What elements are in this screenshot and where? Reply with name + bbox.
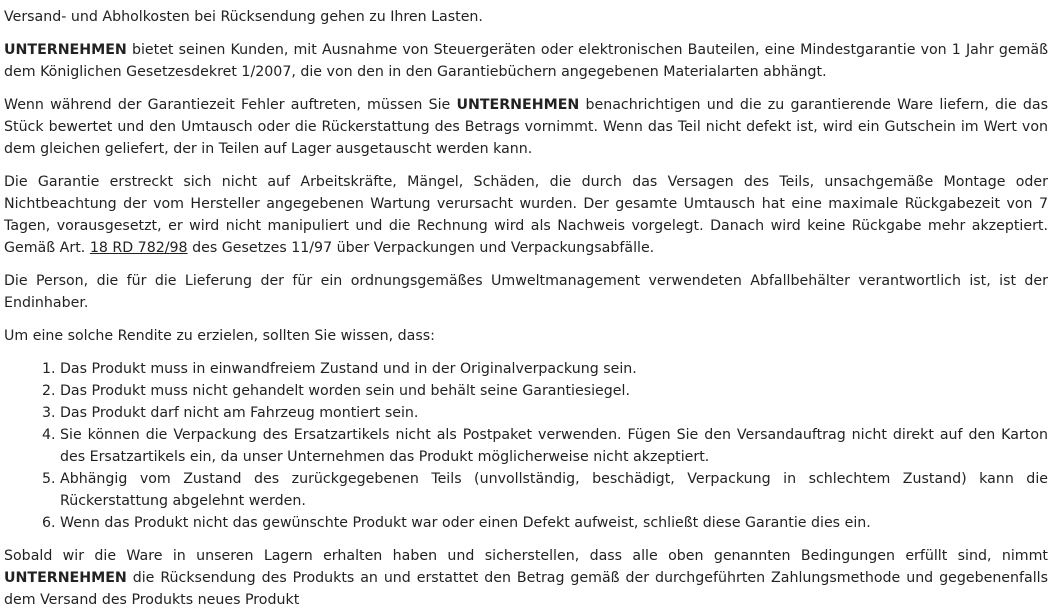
- return-conditions-list: [4, 358, 1048, 534]
- warranty-paragraph: [4, 39, 1048, 83]
- law-reference-link[interactable]: 18 RD 782/98: [89, 240, 188, 256]
- waste-management-paragraph: Die Person, die für die Lieferung der für ein ordnungsgemäßes Umweltmanagement verwendeten Abfallbehälter verantwortlich ist, ist der Endinhaber.: [4, 273, 1048, 311]
- refund-text-after: die Rücksendung des Produkts an und erstattet den Betrag gemäß der durchgeführten Zahlungsmethode und gegebenenfalls dem Versand des Produkts neues Produkt: [4, 570, 1048, 608]
- company-name: UNTERNEHMEN: [4, 570, 127, 586]
- exclusions-text-before: Die Garantie erstreckt sich nicht auf Arbeitskräfte, Mängel, Schäden, die durch das Versagen des Teils, unsachgemäße Montage oder Nichtbeachtung der vom Hersteller angegebenen Wartung verursacht wurden. Der gesamte Umtausch hat eine maximale Rückgabezeit von 7 Tagen, vorausgesetzt, er wird nicht manipuliert und die Rechnung wird als Nachweis vorgelegt. Danach wird keine Rückgabe mehr akzeptiert. Gemäß Art.: [4, 174, 1048, 256]
- defect-text-before: Wenn während der Garantiezeit Fehler auftreten, müssen Sie: [4, 97, 457, 113]
- company-name: UNTERNEHMEN: [4, 42, 127, 58]
- shipping-costs-paragraph: Versand- und Abholkosten bei Rücksendung gehen zu Ihren Lasten.: [4, 9, 483, 25]
- list-item: 1. Das Produkt muss in einwandfreiem Zustand und in der Originalverpackung sein.: [60, 358, 1048, 380]
- warranty-exclusions-paragraph: [4, 171, 1048, 259]
- refund-process-paragraph: [4, 545, 1048, 611]
- list-item: 2. Das Produkt muss nicht gehandelt worden sein und behält seine Garantiesiegel.: [60, 380, 1048, 402]
- refund-text-before: Sobald wir die Ware in unseren Lagern erhalten haben und sicherstellen, dass alle oben genannten Bedingungen erfüllt sind, nimmt: [4, 548, 1048, 564]
- company-name: UNTERNEHMEN: [456, 97, 580, 113]
- list-item: 5. Abhängig vom Zustand des zurückgegebenen Teils (unvollständig, beschädigt, Verpackung in schlechtem Zustand) kann die Rückerstattung abgelehnt werden.: [60, 468, 1048, 512]
- conditions-intro: Um eine solche Rendite zu erzielen, sollten Sie wissen, dass:: [4, 328, 435, 344]
- list-item: 4. Sie können die Verpackung des Ersatzartikels nicht als Postpaket verwenden. Fügen Sie den Versandauftrag nicht direkt auf den Karton des Ersatzartikels ein, da unser Unternehmen das Produkt möglicherweise nicht akzeptiert.: [60, 424, 1048, 468]
- list-item: 6. Wenn das Produkt nicht das gewünschte Produkt war oder einen Defekt aufweist, schließt diese Garantie dies ein.: [60, 512, 1048, 534]
- list-item: 3. Das Produkt darf nicht am Fahrzeug montiert sein.: [60, 402, 1048, 424]
- defect-text-after: benachrichtigen und die zu garantierende Ware liefern, die das Stück bewertet und den Umtausch oder die Rückerstattung des Betrags vornimmt. Wenn das Teil nicht defekt ist, wird ein Gutschein im Wert von dem gleichen geliefert, der in Teilen auf Lager ausgetauscht werden kann.: [4, 97, 1048, 157]
- defect-notification-paragraph: [4, 94, 1048, 160]
- exclusions-text-after: des Gesetzes 11/97 über Verpackungen und Verpackungsabfälle.: [187, 240, 655, 256]
- warranty-text: bietet seinen Kunden, mit Ausnahme von Steuergeräten oder elektronischen Bauteilen, eine Mindestgarantie von 1 Jahr gemäß dem Königlichen Gesetzesdekret 1/2007, die von den in den Garantiebüchern angegebenen Materialarten abhängt.: [4, 42, 1048, 80]
